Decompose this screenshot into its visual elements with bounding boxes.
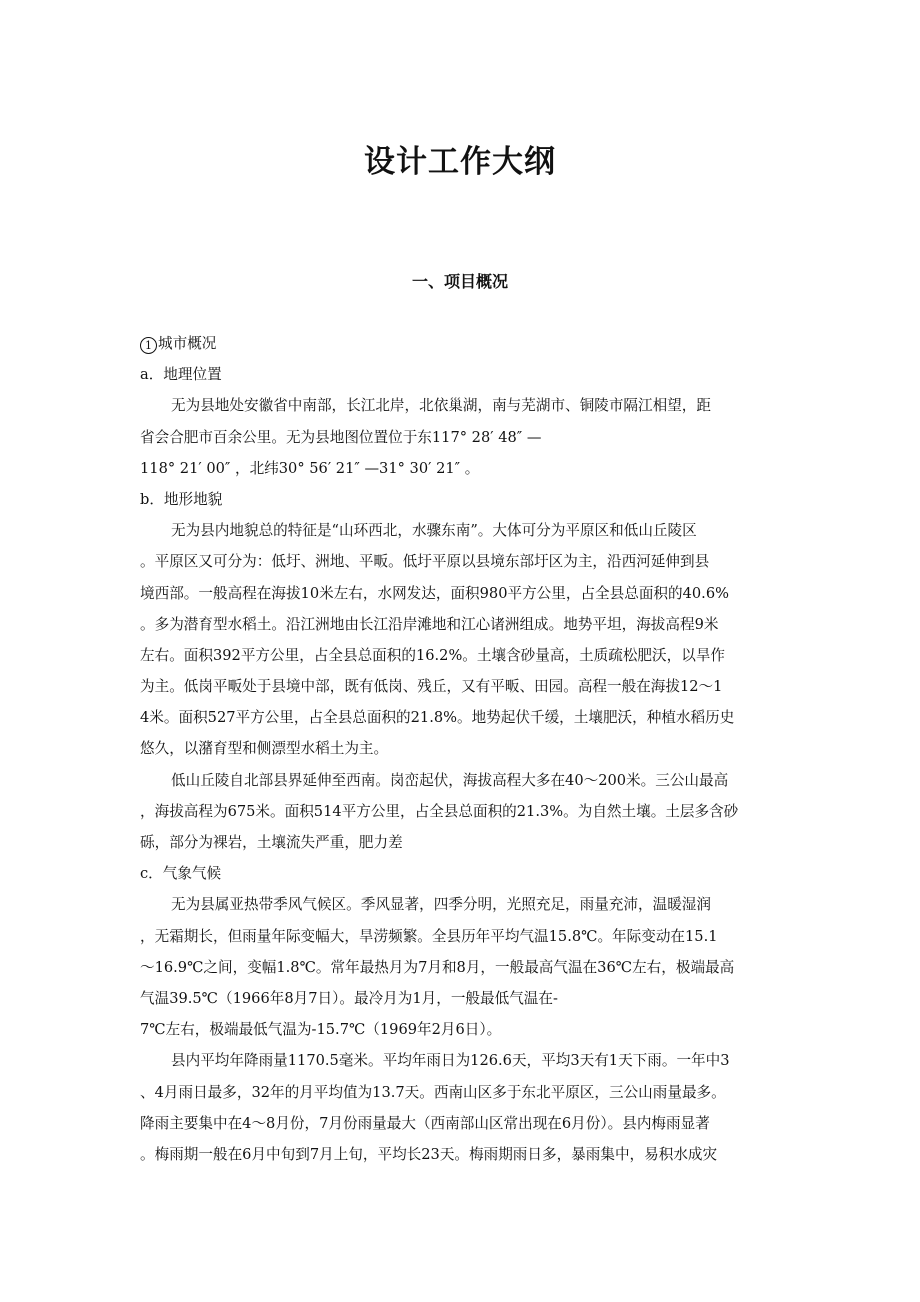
item-heading-b: b．地形地貌	[140, 490, 223, 508]
paragraph-line: 无为县属亚热带季风气候区。季风显著，四季分明，光照充足，雨量充沛，温暖湿润	[171, 896, 711, 914]
paragraph-line: 无为县地处安徽省中南部，长江北岸，北依巢湖，南与芜湖市、铜陵市隔江相望，距	[171, 397, 711, 415]
paragraph-line: 省会合肥市百余公里。无为县地图位置位于东117° 28′ 48″ —	[140, 428, 542, 446]
paragraph-line: 为主。低岗平畈处于县境中部，既有低岗、残丘，又有平畈、田园。高程一般在海拔12～1	[140, 678, 723, 696]
paragraph-line: ，海拔高程为675米。面积514平方公里，占全县总面积的21.3%。为自然土壤。土层多含砂	[140, 802, 739, 820]
paragraph-line: 砾，部分为裸岩，土壤流失严重，肥力差	[140, 834, 403, 851]
paragraph-line: 左右。面积392平方公里，占全县总面积的16.2%。土壤含砂量高，土质疏松肥沃，以旱作	[140, 646, 726, 664]
paragraph-line: 气温39.5℃（1966年8月7日）。最冷月为1月，一般最低气温在-	[140, 989, 558, 1007]
paragraph-line: 境西部。一般高程在海拔10米左右，水网发达，面积980平方公里，占全县总面积的40.6%	[140, 584, 729, 602]
document-body	[140, 328, 785, 1170]
item-heading-c: c．气象气候	[140, 865, 222, 883]
subsection-label: 城市概况	[158, 335, 217, 352]
paragraph-line: 无为县内地貌总的特征是“山环西北，水骤东南”。大体可分为平原区和低山丘陵区	[171, 522, 697, 540]
paragraph-line: 县内平均年降雨量1170.5毫米。平均年雨日为126.6天，平均3天有1天下雨。一年中3	[171, 1052, 730, 1070]
section-heading: 一、项目概况	[411, 272, 508, 291]
subsection-heading	[140, 328, 785, 359]
document-title: 设计工作大纲	[364, 144, 556, 180]
paragraph-line: 。平原区又可分为：低圩、洲地、平畈。低圩平原以县境东部圩区为主，沿西河延伸到县	[140, 553, 710, 571]
paragraph-line: 7℃左右，极端最低气温为-15.7℃（1969年2月6日）。	[140, 1021, 502, 1039]
paragraph-line: 降雨主要集中在4～8月份，7月份雨量最大（西南部山区常出现在6月份）。县内梅雨显著	[140, 1114, 710, 1132]
paragraph-line: 低山丘陵自北部县界延伸至西南。岗峦起伏，海拔高程大多在40～200米。三公山最高	[171, 771, 729, 789]
paragraph-line: ，无霜期长，但雨量年际变幅大，旱涝频繁。全县历年平均气温15.8℃。年际变动在15.1	[140, 927, 718, 945]
paragraph-line: 、4月雨日最多，32年的月平均值为13.7天。西南山区多于东北平原区，三公山雨量最多。	[140, 1083, 726, 1101]
paragraph-line: 4米。面积527平方公里，占全县总面积的21.8%。地势起伏千缓，土壤肥沃，种植水稻历史	[140, 709, 735, 727]
item-heading-a: a．地理位置	[140, 366, 222, 384]
paragraph-line: 。梅雨期一般在6月中旬到7月上旬，平均长23天。梅雨期雨日多，暴雨集中，易积水成灾	[140, 1145, 718, 1163]
paragraph-line: 。多为潜育型水稻土。沿江洲地由长江沿岸滩地和江心诸洲组成。地势平坦，海拔高程9米	[140, 615, 719, 633]
paragraph-line: ～16.9℃之间，变幅1.8℃。常年最热月为7月和8月，一般最高气温在36℃左右，极端最高	[140, 958, 735, 976]
paragraph-line: 118° 21′ 00″ ，北纬30° 56′ 21″ —31° 30′ 21″ 。	[140, 459, 480, 477]
paragraph-line: 悠久，以潴育型和侧漂型水稻土为主。	[140, 740, 389, 758]
circled-number: 1	[140, 337, 157, 354]
